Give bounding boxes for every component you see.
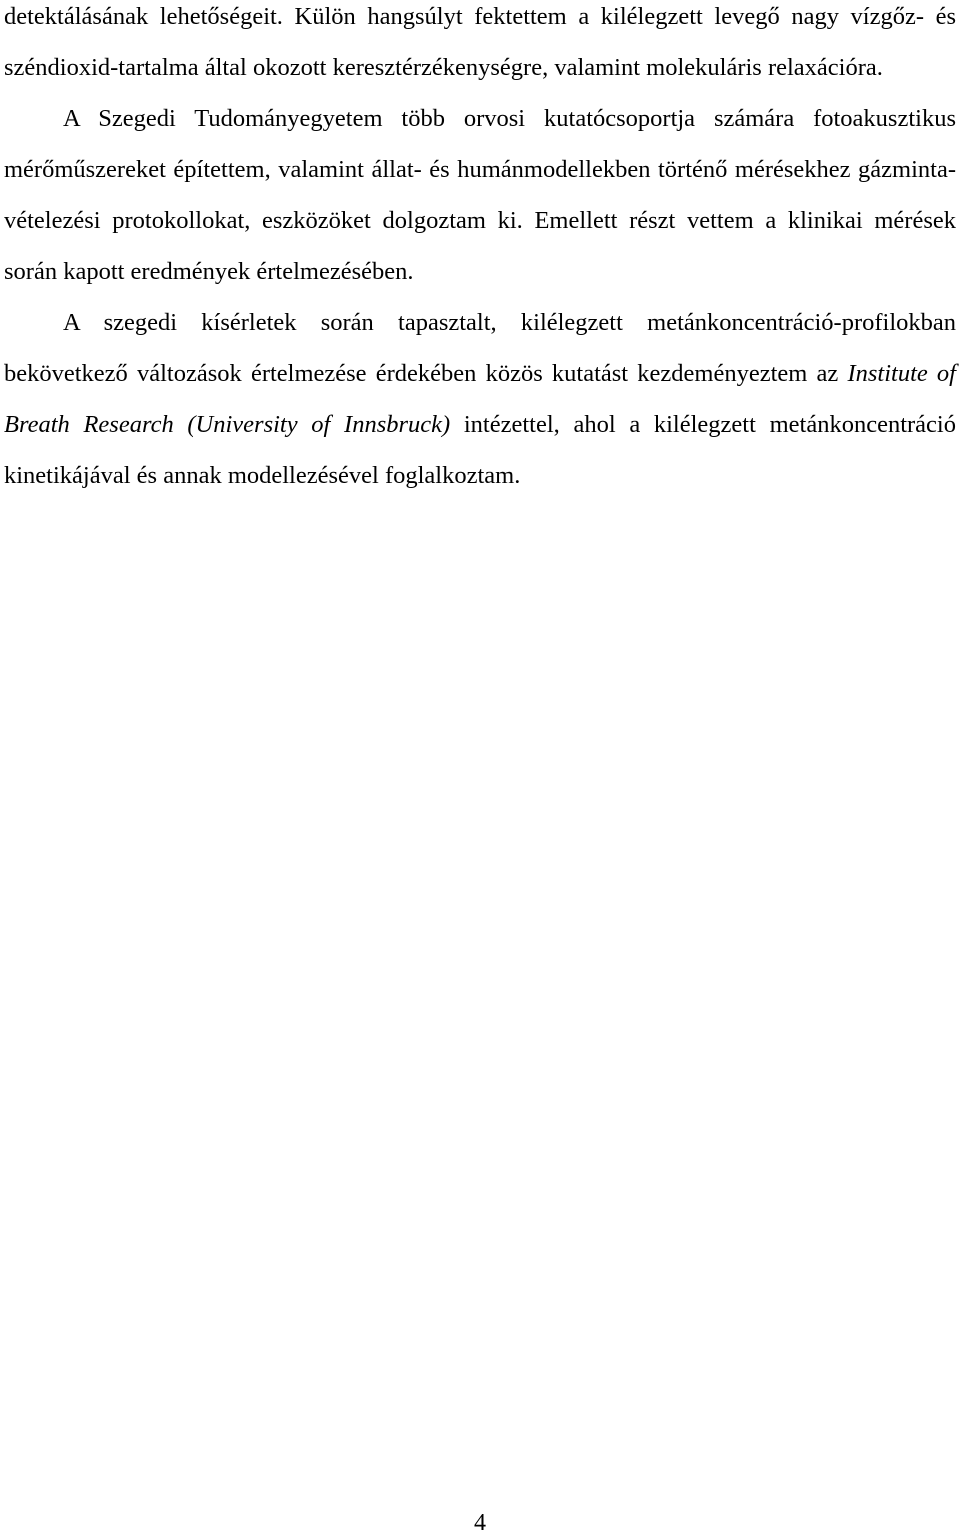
paragraph-methane-research — [4, 297, 956, 501]
paragraph-continuation: detektálásának lehetőségeit. Külön hangsúlyt fektettem a kilélegzett levegő nagy vízgőz- és széndioxid-tartalma által okozott keresztérzékenységre, valamint molekuláris relaxációra. — [4, 3, 956, 81]
paragraph-text-before-institute: A szegedi kísérletek során tapasztalt, kilélegzett metánkoncentráció-profilokban bekövetkező változások értelmezése érdekében közös kutatást kezdeményeztem az — [4, 309, 956, 387]
paragraph-instruments: A Szegedi Tudományegyetem több orvosi kutatócsoportja számára fotoakusztikus mérőműszereket építettem, valamint állat- és humánmodellekben történő mérésekhez gázminta-vételezési protokollokat, eszközöket dolgoztam ki. Emellett részt vettem a klinikai mérések során kapott eredmények értelmezésében. — [4, 105, 956, 285]
body-text — [4, 0, 956, 501]
page-number: 4 — [474, 1510, 486, 1536]
institute-name: Institute of Breath Research (University of Innsbruck) — [4, 360, 956, 438]
paragraph-text-after-institute: intézettel, ahol a kilélegzett metánkoncentráció kinetikájával és annak modellezésével foglalkoztam. — [4, 411, 956, 489]
